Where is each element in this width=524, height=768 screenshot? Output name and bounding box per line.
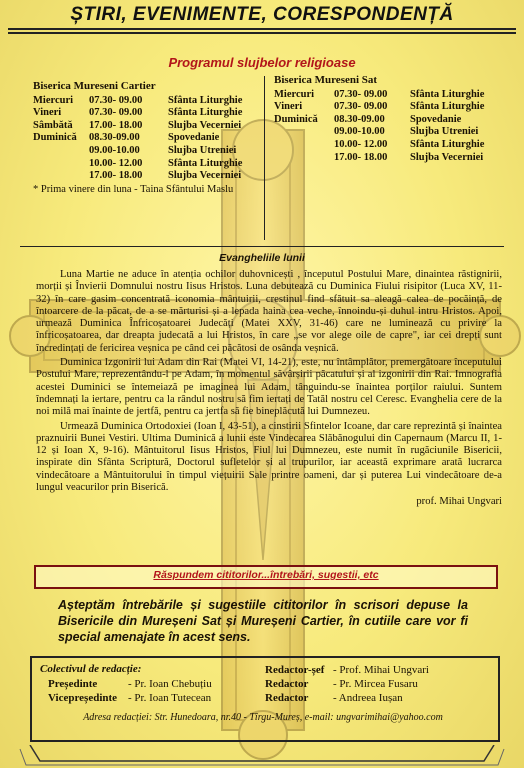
schedule-row: Miercuri 07.30- 09.00 Sfânta Liturghie: [33, 94, 243, 106]
qa-banner: [34, 565, 498, 589]
editorial-member: Vicepreședinte - Pr. Ioan Tutecean: [48, 692, 212, 704]
article-paragraph: Luna Martie ne aduce în atenția ochilor duhovnicești , începutul Postului Mare, dinaintea răstignirii, morții și Învierii Domnului nostru Iisus Hristos. Luna debutează cu Duminica Fiului risipitor (Luca XV, 11-32) în care gasim concentrată iconomia mântuirii, crestinul find sfătuit sa aleagă calea de pocăință, de întoarcere de la păcat, de a se mărturisi și a lepada haina cea veche, înnoindu-și duhul intru Hristos. Apoi, urmează Duminica Înfricoșatoarei Judecăți (Matei XXV, 31-46) care ne luminează cu privire la înfricoșatoarea, dar dreapta judecată a lui Hristos, în care „se vor alege oile de capre", iar cei drepți sunt încredințați de fericirea veșnica pe când cei păcătosi de osânda veșnică.: [36, 269, 502, 354]
header-rule: [8, 28, 516, 30]
schedule-cartier: [33, 80, 242, 196]
header-rule: [8, 32, 516, 34]
schedule-row: 17.00- 18.00 Slujba Vecerniei: [334, 151, 484, 163]
church-name: Biserica Mureseni Sat: [274, 74, 378, 86]
section-divider: [20, 246, 504, 247]
article-signature: prof. Mihai Ungvari: [416, 496, 502, 508]
schedule-row: 17.00- 18.00 Slujba Vecerniei: [89, 170, 242, 182]
schedule-row: Miercuri 07.30- 09.00 Sfânta Liturghie: [274, 88, 485, 100]
editorial-left: [48, 677, 212, 705]
maslu-footnote: * Prima vinere din luna - Taina Sfântului Maslu: [33, 183, 234, 195]
church-name: Biserica Mureseni Cartier: [33, 80, 156, 92]
gospels-article: [36, 269, 502, 509]
schedule-row: Duminică 08.30-09.00 Spovedanie: [33, 132, 220, 144]
schedule-divider: [264, 76, 265, 240]
gospels-title: Evangheliile lunii: [219, 252, 305, 264]
editorial-right: [265, 663, 429, 705]
program-title: Programul slujbelor religioase: [168, 55, 356, 70]
editorial-member: Redactor - Andreea Iușan: [265, 692, 403, 704]
schedule-row: Duminică 08.30-09.00 Spovedanie: [274, 113, 462, 125]
schedule-row: 10.00- 12.00 Sfânta Liturghie: [334, 138, 485, 150]
editorial-address: Adresa redacției: Str. Hunedoara, nr.40 - Tîrgu-Mureș, e-mail: ungvarimihai@yahoo.com: [83, 712, 443, 723]
schedule-row: 09.00-10.00 Slujba Utreniei: [89, 144, 237, 156]
schedule-row: Vineri 07.30- 09.00 Sfânta Liturghie: [33, 107, 243, 119]
schedule-sat: [274, 74, 484, 164]
qa-title: Răspundem cititorilor...întrebări, sugestii, etc: [153, 569, 379, 581]
schedule-row: 10.00- 12.00 Sfânta Liturghie: [89, 157, 243, 169]
editorial-member: Președinte - Pr. Ioan Chebuțiu: [48, 678, 212, 690]
page-border-ornament: [0, 745, 524, 768]
article-paragraph: Duminica Izgonirii lui Adam din Rai (Matei VI, 14-21), este, nu întâmplător, premergătoare începutului Postului Mare, reprezentându-l pe Adam, în momentul săvârșirii păcatului și al izgonirii din Rai. Imnografia acestei Duminici se întemeiază pe imaginea lui Adam, tânguindu-se înaintea porților raiului. Suntem îndemnați la iertare, pentru ca la rândul nostru să fim iertați de Tatăl nostru cel Ceresc. Evanghelia cere de la noi milă mai înainte de jertfă, pentru ca jertfa să fie bineplăcută lui Dumnezeu.: [36, 357, 502, 418]
schedule-row: Sâmbătă 17.00- 18.00 Slujba Vecerniei: [33, 119, 242, 131]
article-paragraph: Urmează Duminica Ortodoxiei (Ioan I, 43-51), a cinstirii Sfintelor Icoane, dar care reprezintă și înaintea praznuirii Bunei Vestiri. Ultima Duminică a lunii este Vindecarea Slăbănogului din Capernaum (Marcu II, 1-12 și Ioan X, 9-16). Mântuitorul Iisus Hristos, Fiul lui Dumnezeu, este numit în rugăciunile Bisericii, inspirate din Sfânta Scriptură, Doctorul sufletelor și al trupurilor, iar această exprimare arată lucrarca vindecătoare a Mântuitorului în timpul viețuirii Sale printre oameni, dar și puterea Lui vindecătoare de-a lungul veacurilor prin Biserică.: [36, 420, 502, 494]
schedule-row: 09.00-10.00 Slujba Utreniei: [334, 126, 479, 138]
page-header-title: ȘTIRI, EVENIMENTE, CORESPONDENȚĂ: [70, 4, 454, 25]
editorial-heading: Colectivul de redacție:: [40, 663, 142, 675]
schedule-row: Vineri 07.30- 09.00 Sfânta Liturghie: [274, 101, 485, 113]
editorial-member: Redactor - Pr. Mircea Fusaru: [265, 678, 418, 690]
qa-text: Așteptăm întrebările și sugestiile cititorilor în scrisori depuse la Bisericile din Mureșeni Sat și Mureșeni Cartier, în cutiile care vor fi special amenajate în acest sens.: [58, 598, 468, 644]
editorial-member: Redactor-șef - Prof. Mihai Ungvari: [265, 664, 429, 676]
